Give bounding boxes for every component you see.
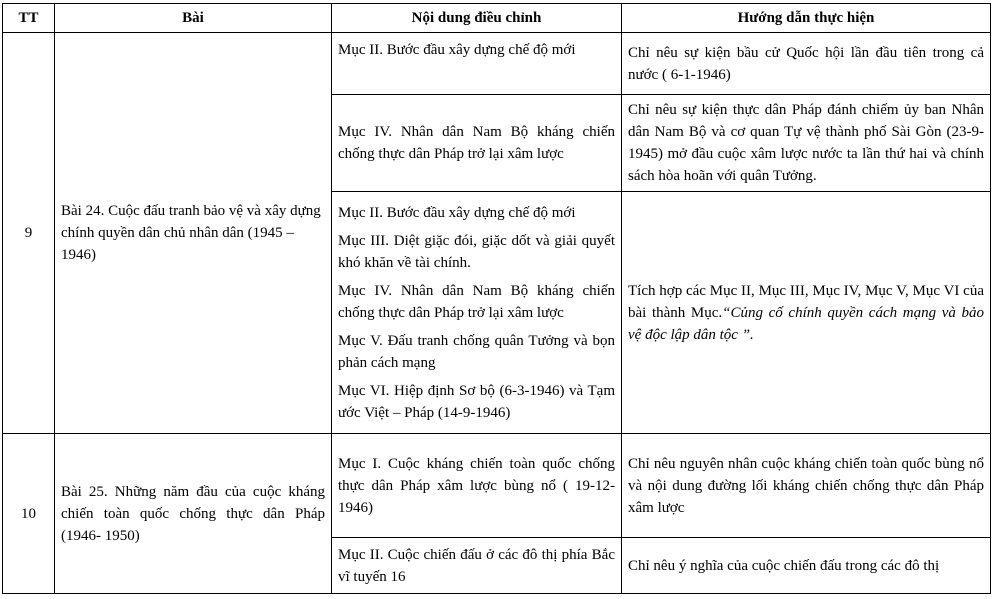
row9-sub3-huong-dan (622, 192, 991, 434)
table-row (3, 33, 991, 95)
row9-sub1-noi-dung: Mục II. Bước đầu xây dựng chế độ mới (332, 33, 622, 95)
row9-sub3-huong-dan-prefix: Tích hợp các Mục II, Mục III, Mục IV, Mục V, Mục VI của bài thành Mục. (628, 282, 984, 321)
row10-sub2-noi-dung: Mục II. Cuộc chiến đấu ở các đô thị phía Bắc vĩ tuyến 16 (332, 538, 622, 594)
row9-sub2-huong-dan: Chỉ nêu sự kiện thực dân Pháp đánh chiếm ủy ban Nhân dân Nam Bộ và cơ quan Tự vệ thành phố Sài Gòn (23-9-1945) mở đầu cuộc xâm lược nước ta lần thứ hai và chính sách hòa hoãn với quân Tưởng. (622, 95, 991, 192)
row9-tt: 9 (3, 33, 55, 434)
row10-sub1-noi-dung: Mục I. Cuộc kháng chiến toàn quốc chống thực dân Pháp xâm lược bùng nổ ( 19-12-1946) (332, 434, 622, 538)
row9-sub3-item: Mục III. Diệt giặc đói, giặc dốt và giải quyết khó khăn về tài chính. (338, 232, 615, 271)
adjustment-table (2, 3, 991, 594)
row9-sub2-noi-dung: Mục IV. Nhân dân Nam Bộ kháng chiến chống thực dân Pháp trở lại xâm lược (332, 95, 622, 192)
row10-sub2-huong-dan: Chỉ nêu ý nghĩa của cuộc chiến đấu trong các đô thị (622, 538, 991, 594)
row9-sub3-huong-dan-italic: “Củng cố chính quyền cách mạng và bảo vệ độc lập dân tộc ”. (628, 304, 984, 343)
row10-tt: 10 (3, 434, 55, 594)
header-huong-dan: Hướng dẫn thực hiện (622, 4, 991, 33)
row9-sub1-huong-dan: Chỉ nêu sự kiện bầu cử Quốc hội lần đầu tiên trong cả nước ( 6-1-1946) (622, 33, 991, 95)
header-noi-dung: Nội dung điều chỉnh (332, 4, 622, 33)
row10-bai: Bài 25. Những năm đầu của cuộc kháng chiến toàn quốc chống thực dân Pháp (1946- 1950) (55, 434, 332, 594)
row9-sub3-item: Mục IV. Nhân dân Nam Bộ kháng chiến chống thực dân Pháp trở lại xâm lược (338, 282, 615, 321)
header-tt: TT (3, 4, 55, 33)
row9-sub3-item: Mục II. Bước đầu xây dựng chế độ mới (338, 204, 576, 221)
row9-bai: Bài 24. Cuộc đấu tranh bảo vệ và xây dựng chính quyền dân chủ nhân dân (1945 – 1946) (55, 33, 332, 434)
table-row (3, 434, 991, 538)
row9-sub3-item: Mục VI. Hiệp định Sơ bộ (6-3-1946) và Tạm ước Việt – Pháp (14-9-1946) (338, 382, 615, 421)
row9-sub3-item: Mục V. Đấu tranh chống quân Tưởng và bọn phản cách mạng (338, 332, 615, 371)
row9-sub3-noi-dung (332, 192, 622, 434)
header-bai: Bài (55, 4, 332, 33)
row10-sub1-huong-dan: Chỉ nêu nguyên nhân cuộc kháng chiến toàn quốc bùng nổ và nội dung đường lối kháng chiến chống thực dân Pháp xâm lược (622, 434, 991, 538)
header-row (3, 4, 991, 33)
